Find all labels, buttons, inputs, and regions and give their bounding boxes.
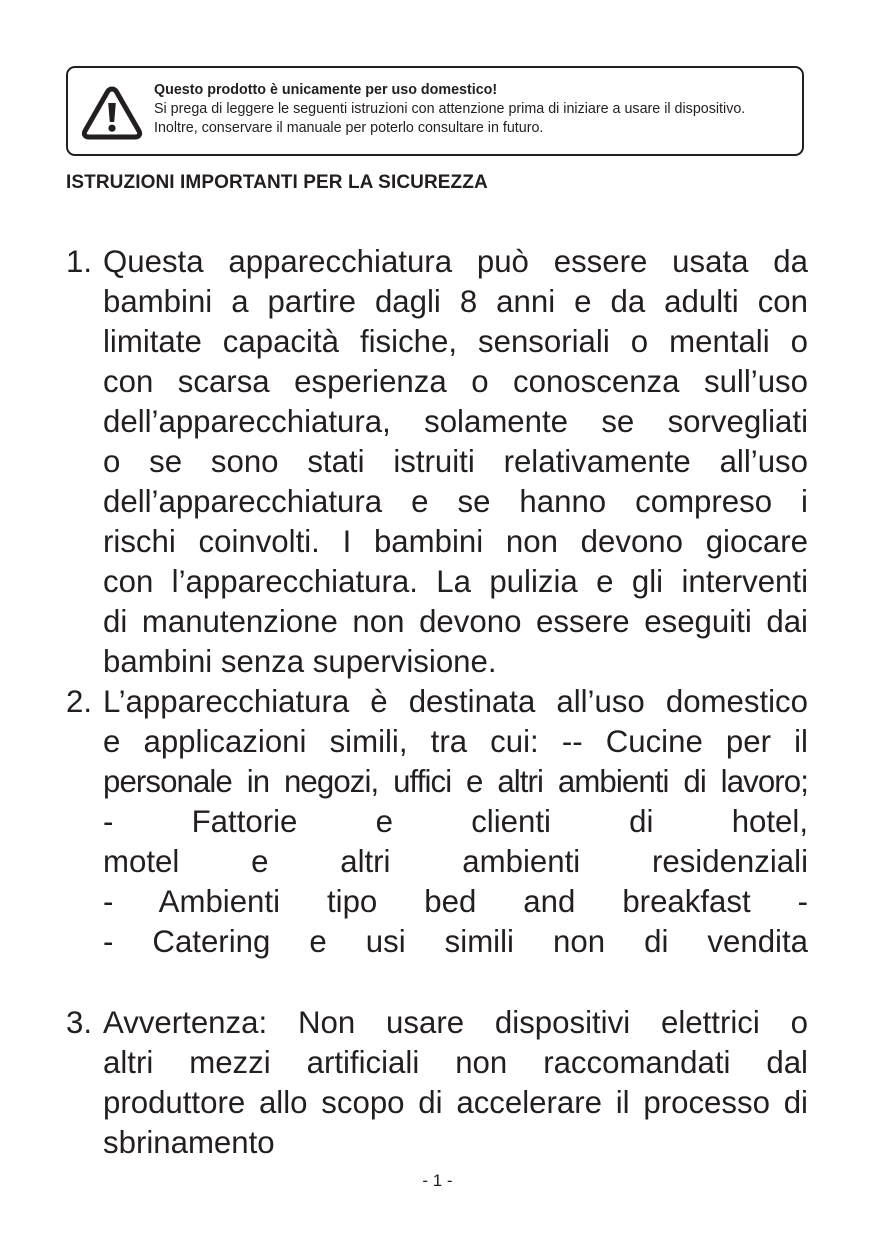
text-line: - Fattorie e clienti di hotel, — [103, 804, 808, 839]
text-line: sbrinamento — [103, 1125, 275, 1160]
instruction-item-2 — [66, 682, 808, 962]
text-line: dell’apparecchiatura e se hanno compreso i — [103, 484, 808, 519]
text-line: e applicazioni simili, tra cui: -- Cucine per il — [103, 724, 808, 759]
text-line: con scarsa esperienza o conoscenza sull’uso — [103, 364, 808, 399]
text-line: bambini senza supervisione. — [103, 644, 497, 679]
warning-notice-box — [66, 66, 804, 156]
warning-text — [154, 81, 804, 138]
item-number: 1. — [66, 244, 93, 279]
text-line: Questa apparecchiatura può essere usata da — [103, 244, 808, 279]
text-line: - Ambienti tipo bed and breakfast - — [103, 884, 808, 919]
warning-line: Si prega di leggere le seguenti istruzioni con attenzione prima di iniziare a usare il dispositivo. — [154, 101, 746, 117]
text-line: personale in negozi, uffici e altri ambienti di lavoro; — [103, 764, 808, 799]
instruction-item-1 — [66, 242, 808, 682]
text-line: altri mezzi artificiali non raccomandati dal — [103, 1045, 808, 1080]
text-line: produttore allo scopo di accelerare il processo di — [103, 1085, 808, 1120]
item-body — [103, 1003, 808, 1163]
text-line: dell’apparecchiatura, solamente se sorvegliati — [103, 404, 808, 439]
text-line: bambini a partire dagli 8 anni e da adulti con — [103, 284, 808, 319]
instruction-item-3 — [66, 1003, 808, 1163]
section-heading: ISTRUZIONI IMPORTANTI PER LA SICUREZZA — [66, 172, 488, 193]
item-number: 3. — [66, 1005, 93, 1040]
item-number: 2. — [66, 684, 93, 719]
warning-title: Questo prodotto è unicamente per uso domestico! — [154, 82, 498, 98]
text-line: - Catering e usi simili non di vendita — [103, 924, 808, 959]
item-body — [103, 682, 808, 962]
text-line: di manutenzione non devono essere eseguiti dai — [103, 604, 808, 639]
text-line: o se sono stati istruiti relativamente all’uso — [103, 444, 808, 479]
text-line: Avvertenza: Non usare dispositivi elettrici o — [103, 1005, 808, 1040]
text-line: limitate capacità fisiche, sensoriali o mentali o — [103, 324, 808, 359]
text-line: rischi coinvolti. I bambini non devono giocare — [103, 524, 808, 559]
text-line: L’apparecchiatura è destinata all’uso domestico — [103, 684, 808, 719]
text-line: motel e altri ambienti residenziali — [103, 844, 808, 879]
warning-triangle-icon — [81, 85, 143, 141]
text-line: con l’apparecchiatura. La pulizia e gli interventi — [103, 564, 808, 599]
page-number: - 1 - — [422, 1171, 453, 1190]
item-body — [103, 242, 808, 682]
warning-line: Inoltre, conservare il manuale per poterlo consultare in futuro. — [154, 120, 544, 136]
